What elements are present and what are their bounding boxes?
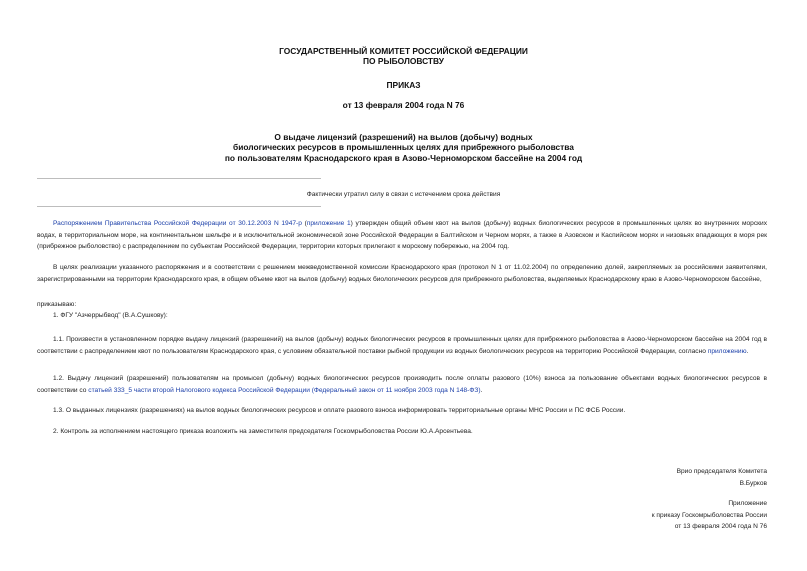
paragraph-intro-text: ) утвержден общий объем квот на вылов (добычу) водных биологических ресурсов в промышленных целях во внутренних морских водах, в территориальном море, на континентальном шельфе и в исключительной экономической зоне Российской Федерации в Балтийском и Черном морях, а также в Азовском и Каспийском морях и низовьях впадающих в моря рек (прибрежное рыболовство) с распределением по субъектам Российской Федерации, территории которых прилегают к морскому побережью, на 2004 год.: [37, 220, 768, 250]
appendix-date: от 13 февраля 2004 года N 76: [674, 523, 767, 530]
paragraph-intro-paren: (: [301, 220, 307, 227]
paragraph-purpose-text: В целях реализации указанного распоряжения и в соответствии с решением межведомственной комиссии Краснодарского края (протокол N 1 от 11.02.2004) по определению долей, закрепляемых за российскими заявителями, зарегистрированными на территории Краснодарского края, в общем объеме квот на вылов (добычу) водных биологических ресурсов для прибрежного рыболовства, выделяемых Краснодарскому краю в Азово-Черноморском бассейне,: [37, 264, 767, 283]
item-1-1-end: .: [746, 347, 749, 355]
document-title-line3: по пользователям Краснодарского края в Азово-Черноморском бассейне на 2004 год: [224, 153, 583, 163]
item-1-1: [37, 334, 767, 357]
appendix-block: [652, 498, 767, 533]
item-2-text: 2. Контроль за исполнением настоящего приказа возложить на заместителя председателя Госкомрыболовства России Ю.А.Арсентьева.: [53, 428, 473, 435]
item-1-1-text: 1.1. Произвести в установленном порядке выдачу лицензий (разрешений) на вылов (добычу) водных биологических ресурсов в промышленных целях для прибрежного рыболовства в Азово-Черноморском бассейне на 2004 год в соответствии с распределением квот по пользователям Краснодарского края, с условием обязательной поставки рыбной продукции из водных биологических ресурсов на территорию Российской Федерации, согласно: [37, 336, 767, 355]
paragraph-purpose: [37, 262, 767, 285]
committee-name-line1: ГОСУДАРСТВЕННЫЙ КОМИТЕТ РОССИЙСКОЙ ФЕДЕРАЦИИ: [279, 46, 528, 56]
order-keyword: приказываю:: [37, 301, 77, 308]
item-1-2-end: .: [480, 386, 483, 394]
divider-top: [37, 178, 321, 179]
government-order-link[interactable]: Распоряжением Правительства Российской Федерации от 30.12.2003 N 1947-р: [53, 220, 302, 227]
item-1-3-text: 1.3. О выданных лицензиях (разрешениях) на вылов водных биологических ресурсов и оплате разового взноса информировать территориальные органы МНС России и ПС ФСБ России.: [53, 407, 626, 414]
appendix-reference: к приказу Госкомрыболовства России: [651, 511, 767, 519]
document-title-line2: биологических ресурсов в промышленных целях для прибрежного рыболовства: [233, 142, 574, 152]
item-1-2: [37, 373, 767, 396]
appendix-title: Приложение: [728, 500, 767, 507]
appendix-link[interactable]: приложению: [707, 347, 747, 355]
item-1-2-text: 1.2. Выдачу лицензий (разрешений) пользователям на промысел (добычу) водных биологических ресурсов производить после оплаты разового (10%) взноса за пользование объектами водных биологических ресурсов в соответствии со: [37, 375, 767, 394]
tax-code-link[interactable]: статьей 333_5 части второй Налогового кодекса Российской Федерации (Федеральный закон от 11 ноября 2003 года N 148-ФЗ): [88, 386, 481, 394]
document-date: от 13 февраля 2004 года N 76: [342, 100, 465, 110]
committee-name-line2: ПО РЫБОЛОВСТВУ: [363, 56, 444, 66]
item-1-text: 1. ФГУ "Азчеррыбвод" (В.А.Сушкову):: [53, 312, 168, 319]
signature-position: Врио председателя Комитета: [676, 468, 767, 475]
item-1-3: [37, 405, 767, 417]
document-title-line1: О выдаче лицензий (разрешений) на вылов (добычу) водных: [274, 132, 533, 142]
divider-bottom: [37, 206, 321, 207]
signature-name: В.Бурков: [739, 479, 767, 487]
status-note: Фактически утратил силу в связи с истечением срока действия: [306, 191, 501, 198]
item-2: [37, 426, 767, 438]
document-type: ПРИКАЗ: [386, 80, 421, 90]
paragraph-intro: [37, 218, 767, 253]
signature-block: [677, 466, 767, 489]
item-1: [37, 310, 767, 322]
appendix-1-link[interactable]: приложение 1: [306, 220, 351, 227]
